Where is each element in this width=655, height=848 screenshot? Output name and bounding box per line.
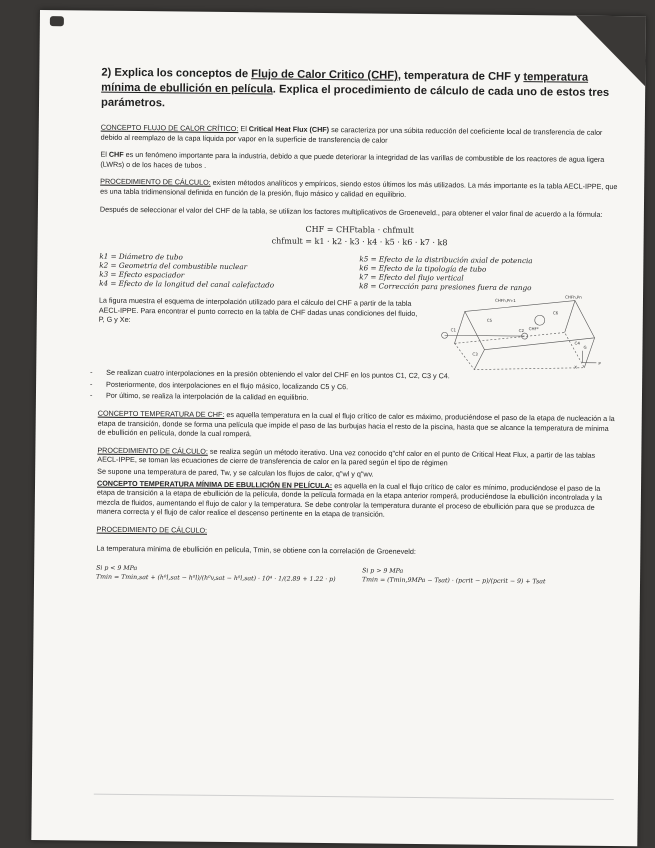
factor-item: k5 = Efecto de la distribución axial de potencia xyxy=(359,254,533,266)
chf-procedure-paragraph xyxy=(100,177,620,202)
bold-term: CHF xyxy=(108,149,124,160)
equation-high-pressure xyxy=(362,566,612,587)
temp-chf-procedure-paragraph xyxy=(97,445,617,470)
diagram-target-point xyxy=(535,315,545,325)
chf-formula xyxy=(100,222,620,251)
text-run: es aquella en la cual el flujo crítico de calor es mínimo, produciéndose el paso de la etapa de transición a la etapa de ebullición de la película, donde la película formada en la etapa anterior romperá, produciéndose la ebullición incontrolada y la mezcla de fluidos, aumentando el flujo de calor y la temperatura. Se debe controlar la temperatura durante el proceso de ebullición para que se produzca de manera correcta y el flujo de calor realice el descenso pertinente en la etapa de transición. xyxy=(96,480,603,519)
question-heading xyxy=(101,66,621,116)
text-run: es aquella temperatura en la cual el flujo crítico de calor es máximo, produciéndose el paso de la etapa de nucleación a la etapa de transición, donde se forma una película que impide el paso de las burbujas hacia el resto de la piscina, hasta que se alcance la temperatura de mínima de ebullición en película, donde la cual romperá. xyxy=(97,409,615,439)
section-label: CONCEPTO TEMPERATURA DE CHF: xyxy=(97,408,225,419)
heading-part: , temperatura de CHF y xyxy=(397,69,521,84)
document-page xyxy=(31,10,646,846)
interpolation-paragraph: La figura muestra el esquema de interpolación utilizado para el cálculo del CHF a partir de la tabla AECL-IPPE. Para encontrar el punto correcto en la tabla de CHF dadas unas condiciones del fluido, P, G y Xe: xyxy=(98,295,418,325)
text-run: El xyxy=(238,124,249,134)
formula-line: CHF = CHFtabla · chfmult xyxy=(305,224,414,236)
list-item: - Se realizan cuatro interpolaciones en la presión obteniendo el valor del CHF en los puntos C1, C2, C3 y C4. xyxy=(98,368,618,383)
factor-item: k7 = Efecto del flujo vertical xyxy=(359,272,464,283)
groeneveld-equations xyxy=(96,564,616,587)
chf-concept-paragraph xyxy=(101,123,621,148)
footer-line xyxy=(94,794,614,800)
text-run: se caracteriza por una súbita reducción del coeficiente local de transferencia de calor debido al reemplazo de la capa líquida por vapor en la superficie de transferencia de calor xyxy=(100,125,603,145)
section-label: PROCEDIMIENTO DE CÁLCULO: xyxy=(97,445,208,456)
diagram-label: C4 xyxy=(574,340,580,346)
factors-left-column xyxy=(99,252,329,290)
factor-item: k8 = Corrección para presiones fuera de rango xyxy=(359,281,532,293)
diagram-label: C5 xyxy=(486,317,493,323)
temp-chf-paragraph xyxy=(98,409,618,443)
diagram-label: G xyxy=(583,344,587,350)
equation-condition: Si p > 9 MPa xyxy=(362,567,404,575)
list-item: - Por último, se realiza la interpolación de la calidad en equilibrio. xyxy=(98,391,618,406)
text-run: se realiza según un método iterativo. Una vez conocido q"chf calor en el punto de Critical Heat Flux, a partir de las tablas AECL-IPPE, se toman las ecuaciones de cierre de transferencia de calor en la pared según el tipo de régimen xyxy=(97,446,596,468)
text-run: existen métodos analíticos y empíricos, siendo estos últimos los más utilizados. La más importante es la tabla AECL-IPPE, que es una tabla tridimensional definida en función de la presión, flujo másico y calidad en equilibrio. xyxy=(100,178,618,199)
diagram-label: X xyxy=(574,364,578,370)
tmin-procedure-paragraph: La temperatura mínima de ebullición en película, Tmin, se obtiene con la correlación de Groeneveld: xyxy=(96,544,416,557)
document-content xyxy=(96,66,621,587)
equation: Tmin = (Tmin,9MPa − Tsat) · (pcrit − p)/(pcrit − 9) + Tsat xyxy=(362,576,546,586)
bold-term: Critical Heat Flux (CHF) xyxy=(248,124,330,135)
tmin-procedure-label xyxy=(97,524,617,539)
section-label: CONCEPTO FLUJO DE CALOR CRÍTICO: xyxy=(100,122,239,134)
diagram-edge xyxy=(584,338,594,368)
tmin-concept-paragraph xyxy=(97,478,617,522)
diagram-label: CHFh,Pn-1 xyxy=(494,297,516,304)
factor-item: k1 = Diámetro de tubo xyxy=(99,251,183,262)
question-number: 2) xyxy=(101,66,112,79)
diagram-edge xyxy=(455,312,465,344)
factor-item: k6 = Efecto de la tipología de tubo xyxy=(359,263,487,274)
interpolation-diagram xyxy=(424,291,605,373)
page-tab xyxy=(50,16,64,26)
section-label: PROCEDIMIENTO DE CÁLCULO: xyxy=(96,524,208,535)
diagram-label: C6 xyxy=(552,310,559,316)
section-label: PROCEDIMIENTO DE CÁLCULO: xyxy=(100,177,211,188)
diagram-label: C1 xyxy=(450,327,457,333)
formula-line: chfmult = k1 · k2 · k3 · k4 · k5 · k6 · k7 · k8 xyxy=(271,236,448,248)
interpolation-section xyxy=(98,296,619,373)
text-run: El xyxy=(100,149,109,159)
factor-item: k4 = Efecto de la longitud del canal calefactado xyxy=(99,278,275,290)
diagram-edge xyxy=(565,301,575,333)
heading-part: . Explica el procedimiento de cálculo de cada uno de estos tres parámetros. xyxy=(100,83,610,110)
interpolation-steps xyxy=(98,368,618,406)
factors-right-column xyxy=(359,255,589,293)
equation: Tmin = Tmin,sat + (h⁰l,sat − h⁰l)/(h⁰v,sat − h⁰l,sat) · 10⁴ · 1/(2.89 + 1.22 · p) xyxy=(96,573,336,584)
diagram-label: CHF* xyxy=(528,326,539,332)
interpolation-text xyxy=(98,296,419,371)
text-run: es un fenómeno importante para la industria, debido a que puede deteriorar la integridad de las varillas de combustible de los reactores de agua ligera (LWRs) o de los haces de tubos . xyxy=(100,150,605,170)
section-label: CONCEPTO TEMPERATURA MÍNIMA DE EBULLICIÓN EN PELÍCULA: xyxy=(97,478,333,490)
heading-term-tmin: temperatura mínima de ebullición en película xyxy=(101,71,589,96)
diagram-label: CHFh,Pn xyxy=(564,294,582,300)
chf-importance-paragraph xyxy=(100,150,620,175)
heading-term-chf: Flujo de Calor Critico (CHF) xyxy=(251,68,398,82)
equation-low-pressure xyxy=(96,564,346,585)
factor-item: k3 = Efecto espaciador xyxy=(99,269,185,280)
factors-list xyxy=(99,252,619,293)
wall-temperature-paragraph: Se supone una temperatura de pared, Tw, y se calculan los flujos de calor, q"wl y q"wv. xyxy=(97,466,374,479)
groeneveld-paragraph: Después de seleccionar el valor del CHF de la tabla, se utilizan los factores multiplicativos de Groeneveld., para obtener el valor final de acuerdo a la fórmula: xyxy=(99,204,603,219)
list-item: - Posteriormente, dos interpolaciones en el flujo másico, localizando C5 y C6. xyxy=(98,379,618,394)
heading-part: Explica los conceptos de xyxy=(114,66,249,81)
diagram-label: C2 xyxy=(518,328,525,334)
factor-item: k2 = Geometria del combustible nuclear xyxy=(99,260,248,272)
diagram-label: C3 xyxy=(472,351,478,357)
equation-condition: Si p < 9 MPa xyxy=(96,564,138,573)
diagram-label: P xyxy=(598,361,601,367)
